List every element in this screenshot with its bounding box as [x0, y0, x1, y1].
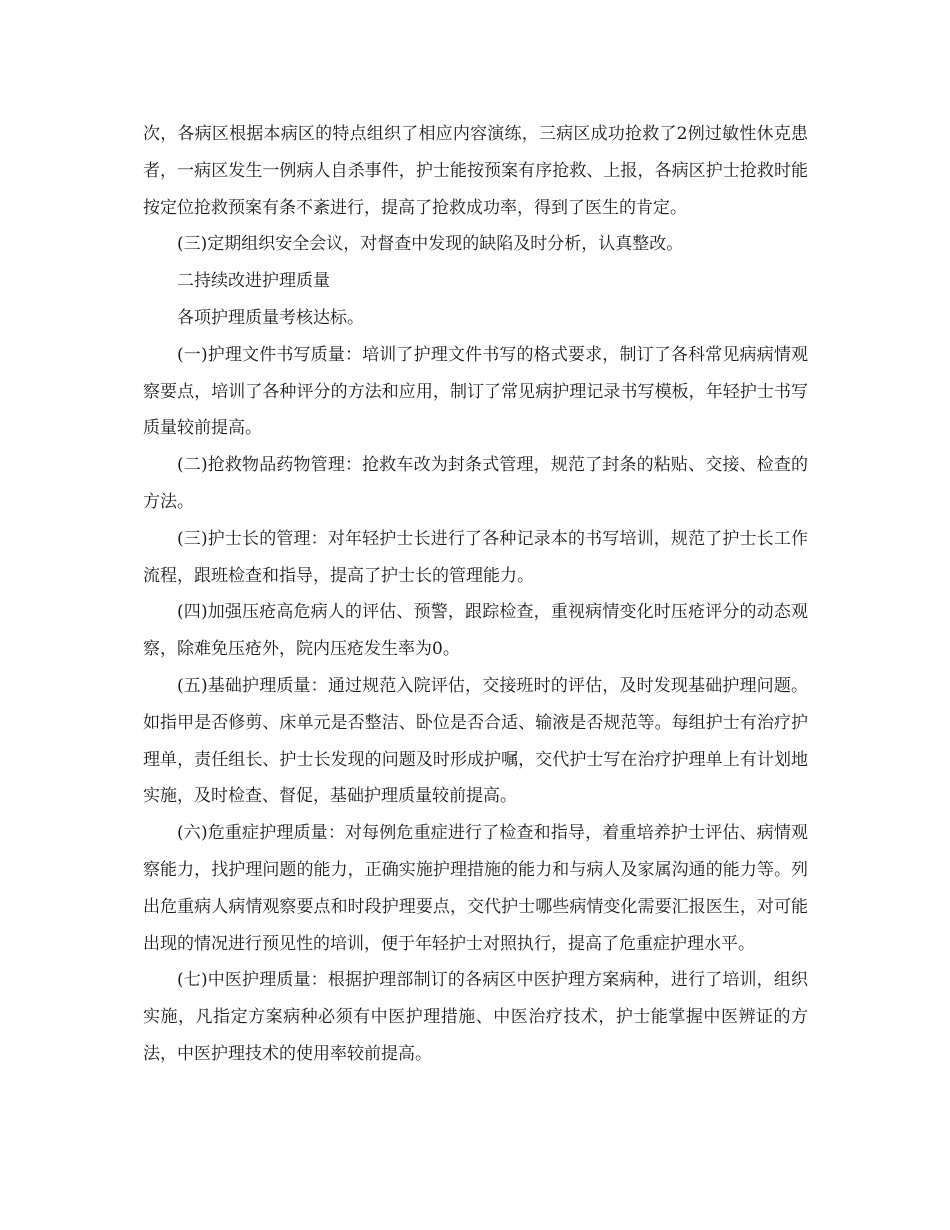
document-body	[143, 116, 808, 1073]
section-heading-quality-improvement: 二持续改进护理质量	[177, 271, 330, 292]
paragraph-basic-care: (五)基础护理质量：通过规范入院评估，交接班时的评估，及时发现基础护理问题。如指甲是否修剪、床单元是否整洁、卧位是否合适、输液是否规范等。每组护士有治疗护理单，责任组长、护士长发现的问题及时形成护嘱，交代护士写在治疗护理单上有计划地实施，及时检查、督促，基础护理质量较前提高。	[143, 675, 808, 807]
paragraph-continuation: 次，各病区根据本病区的特点组织了相应内容演练，三病区成功抢救了2例过敏性休克患者，一病区发生一例病人自杀事件，护士能按预案有序抢救、上报，各病区护士抢救时能按定位抢救预案有条不紊进行，提高了抢救成功率，得到了医生的肯定。	[143, 124, 808, 218]
paragraph-pressure-ulcer: (四)加强压疮高危病人的评估、预警，跟踪检查，重视病情变化时压疮评分的动态观察，除难免压疮外，院内压疮发生率为0。	[143, 602, 808, 660]
paragraph-critical-care: (六)危重症护理质量：对每例危重症进行了检查和指导，着重培养护士评估、病情观察能力，找护理问题的能力，正确实施护理措施的能力和与病人及家属沟通的能力等。列出危重病人病情观察要点和时段护理要点，交代护士哪些病情变化需要汇报医生，对可能出现的情况进行预见性的培训，便于年轻护士对照执行，提高了危重症护理水平。	[143, 823, 808, 954]
paragraph-head-nurse-management: (三)护士长的管理：对年轻护士长进行了各种记录本的书写培训，规范了护士长工作流程，跟班检查和指导，提高了护士长的管理能力。	[143, 528, 808, 586]
paragraph-tcm-care: (七)中医护理质量：根据护理部制订的各病区中医护理方案病种，进行了培训，组织实施，凡指定方案病种必须有中医护理措施、中医治疗技术，护士能掌握中医辨证的方法，中医护理技术的使用率较前提高。	[143, 970, 808, 1064]
paragraph-emergency-supplies: (二)抢救物品药物管理：抢救车改为封条式管理，规范了封条的粘贴、交接、检查的方法。	[143, 455, 808, 512]
paragraph-documentation-quality: (一)护理文件书写质量：培训了护理文件书写的格式要求，制订了各科常见病病情观察要点，培训了各种评分的方法和应用，制订了常见病护理记录书写模板，年轻护士书写质量较前提高。	[143, 344, 808, 439]
paragraph-safety-meeting: (三)定期组织安全会议，对督查中发现的缺陷及时分析，认真整改。	[177, 234, 684, 255]
paragraph-quality-standard: 各项护理质量考核达标。	[177, 307, 364, 328]
